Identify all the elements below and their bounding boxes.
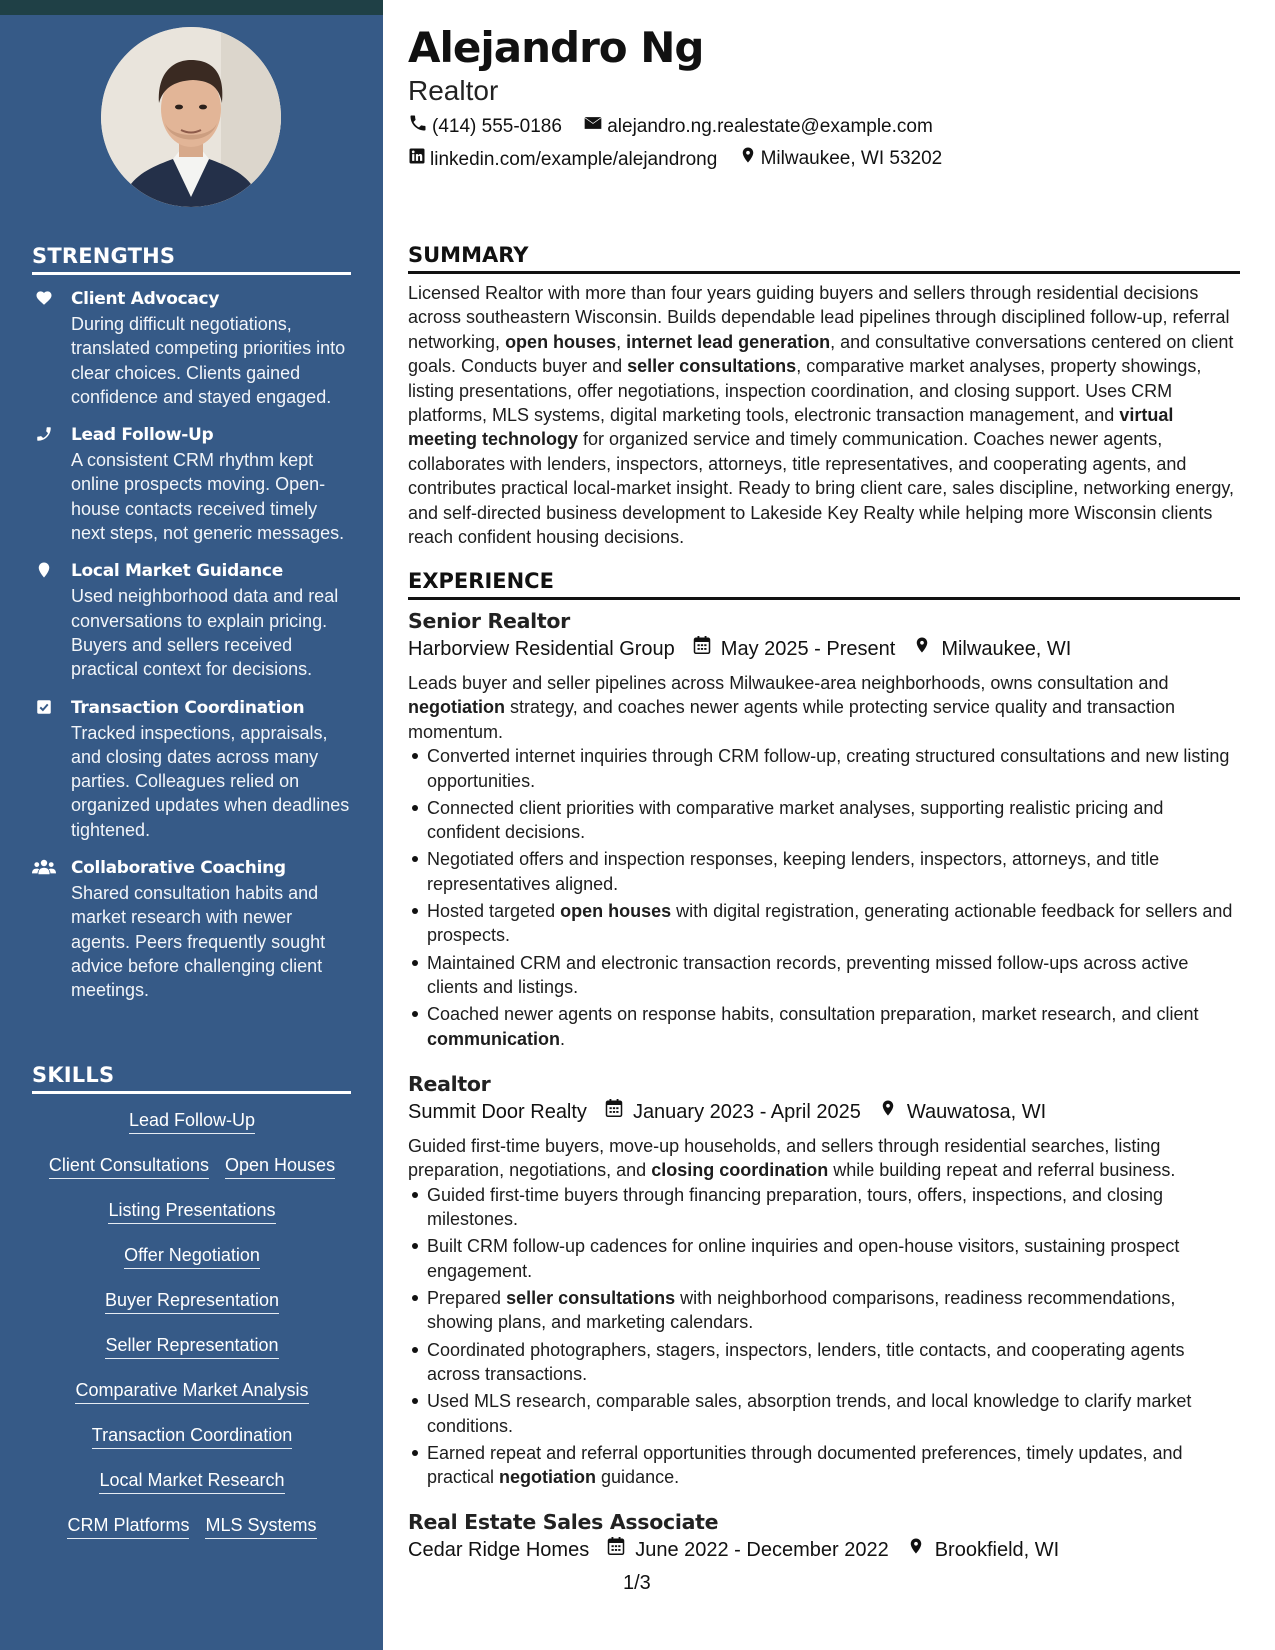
strength-title: Client Advocacy: [71, 289, 220, 309]
bullet-item: [427, 951, 1240, 1000]
experience-heading: EXPERIENCE: [408, 568, 1240, 600]
job-company: [408, 1098, 587, 1126]
bullet-text: with digital registration, generating actionable feedback for sellers and prospects.: [427, 901, 1233, 946]
skill-tag: Seller Representation: [105, 1333, 278, 1359]
job-company: [408, 635, 675, 663]
candidate-name: Alejandro Ng: [408, 23, 704, 72]
bullet-item: [427, 1234, 1240, 1283]
bullet-text: with neighborhood comparisons, readiness recommendations, showing plans, and marketing calendars.: [427, 1288, 1176, 1333]
bullet-text: Hosted targeted: [427, 901, 561, 922]
company-name: Summit Door Realty: [408, 1101, 587, 1123]
skill-tag: Client Consultations: [49, 1153, 209, 1179]
linkedin-icon: [408, 147, 430, 172]
phone-icon: [408, 113, 432, 140]
sidebar: [0, 0, 383, 1650]
bullet-text: Prepared: [427, 1288, 507, 1309]
bullet-item: [427, 1389, 1240, 1438]
map-pin-icon: [35, 561, 53, 579]
bullet-text: Maintained CRM and electronic transaction records, preventing missed follow-ups across active clients and listings.: [427, 952, 1189, 998]
date-range: May 2025 - Present: [720, 638, 896, 660]
strength-title: Transaction Coordination: [71, 697, 305, 718]
profile-photo: [101, 27, 281, 207]
page-number: 1/3: [623, 1572, 651, 1594]
skill-row: [32, 1333, 352, 1378]
job-location: [879, 1098, 1046, 1126]
map-pin-icon: [907, 1536, 935, 1564]
job-meta: [408, 1098, 1240, 1126]
summary-text: [408, 281, 1243, 549]
bullet-item: [427, 847, 1240, 896]
summary-text-part: ,: [616, 331, 627, 352]
job-bullets: [408, 1183, 1240, 1490]
skill-row: [32, 1378, 352, 1423]
strengths-list: [32, 287, 352, 1017]
calendar-icon: [605, 1098, 633, 1126]
email-address[interactable]: alejandro.ng.realestate@example.com: [607, 115, 933, 137]
calendar-icon: [693, 635, 721, 663]
job-dates: [693, 635, 896, 663]
location-text: Wauwatosa, WI: [906, 1101, 1047, 1123]
bullet-item: [427, 899, 1240, 948]
strength-description: Used neighborhood data and real conversations to explain pricing. Buyers and sellers received practical context for decisions.: [71, 586, 339, 680]
date-range: January 2023 - April 2025: [632, 1101, 861, 1123]
company-name: Harborview Residential Group: [408, 638, 675, 660]
phone-icon: [35, 425, 53, 443]
skill-row: [32, 1423, 352, 1468]
job-keyword: closing coordination: [651, 1160, 829, 1181]
location-text: Brookfield, WI: [934, 1539, 1060, 1561]
skill-tag: Offer Negotiation: [124, 1243, 260, 1269]
job-description-part: Leads buyer and seller pipelines across Milwaukee-area neighborhoods, owns consultation and: [408, 673, 1169, 693]
summary-keyword: open houses: [505, 331, 617, 352]
job-dates: [605, 1098, 861, 1126]
map-pin-icon: [913, 635, 941, 663]
bullet-text: Converted internet inquiries through CRM follow-up, creating structured consultations and new listing opportunities.: [427, 746, 1230, 791]
strength-description: A consistent CRM rhythm kept online prospects moving. Open-house contacts received timely next steps, not generic messages.: [71, 450, 345, 544]
strength-item: [32, 559, 352, 681]
job-description-part: Guided first-time buyers, move-up households, and sellers through residential searches, listing preparation, negotiations, and: [408, 1136, 1161, 1181]
job-description: [408, 1134, 1240, 1183]
bullet-text: Coordinated photographers, stagers, inspectors, lenders, title contacts, and cooperating agents across transactions.: [427, 1339, 1185, 1385]
skill-tag: Buyer Representation: [105, 1288, 279, 1314]
skill-tag: Lead Follow-Up: [129, 1108, 255, 1134]
bullet-text: Guided first-time buyers through financing preparation, tours, offers, inspections, and closing milestones.: [427, 1184, 1164, 1230]
bullet-text: Connected client priorities with comparative market analyses, supporting realistic pricing and confident decisions.: [427, 797, 1164, 843]
job-title: Realtor: [408, 1072, 491, 1096]
bullet-text: Used MLS research, comparable sales, absorption trends, and local knowledge to clarify market conditions.: [427, 1391, 1192, 1436]
strengths-heading: STRENGTHS: [32, 243, 351, 275]
map-pin-icon: [739, 145, 761, 172]
contact-location: [739, 145, 943, 172]
bullet-keyword: negotiation: [499, 1467, 597, 1488]
envelope-icon: [583, 113, 607, 140]
bullet-item: [427, 796, 1240, 845]
skill-row: [32, 1153, 352, 1198]
strength-title: Collaborative Coaching: [71, 858, 286, 879]
contact-phone: [408, 113, 562, 140]
job-meta: [408, 635, 1240, 663]
checkbox-icon: [35, 698, 53, 716]
contact-email[interactable]: [583, 113, 933, 140]
contact-line: [408, 113, 949, 140]
strength-description: Tracked inspections, appraisals, and closing dates across many parties. Colleagues relied on organized updates when deadlines tightened.: [71, 722, 350, 840]
bullet-item: [427, 1338, 1240, 1387]
skill-row: [32, 1468, 352, 1513]
skill-row: [32, 1108, 352, 1153]
job-dates: [607, 1536, 889, 1564]
job-entry: [408, 1508, 1240, 1564]
skill-tag: Listing Presentations: [108, 1198, 275, 1224]
strength-title: Local Market Guidance: [71, 561, 283, 582]
job-location: [913, 635, 1071, 663]
company-name: Cedar Ridge Homes: [408, 1539, 590, 1561]
map-pin-icon: [879, 1098, 907, 1126]
skill-tag: CRM Platforms: [67, 1513, 189, 1539]
location-text: Milwaukee, WI: [941, 638, 1072, 660]
strength-description: Shared consultation habits and market research with newer agents. Peers frequently sought advice before challenging client meetings.: [71, 883, 326, 1001]
bullet-text: Earned repeat and referral opportunities through documented preferences, timely updates, and practical: [427, 1442, 1183, 1488]
skill-row: [32, 1243, 352, 1288]
bullet-item: [427, 1286, 1240, 1335]
candidate-role: Realtor: [408, 75, 499, 106]
bullet-keyword: seller consultations: [506, 1288, 676, 1309]
sidebar-top-bar: [0, 0, 383, 15]
job-entry: [408, 1070, 1240, 1492]
heart-icon: [35, 289, 53, 307]
strength-item: [32, 696, 352, 842]
bullet-text: guidance.: [596, 1467, 680, 1488]
job-description-part: while building repeat and referral business.: [828, 1160, 1176, 1181]
skill-row: [32, 1513, 352, 1558]
bullet-item: [427, 1002, 1240, 1051]
contact-linkedin[interactable]: [408, 147, 717, 172]
skill-tag: Local Market Research: [99, 1468, 284, 1494]
bullet-keyword: communication: [427, 1028, 561, 1049]
job-bullets: [408, 744, 1240, 1051]
linkedin-url[interactable]: linkedin.com/example/alejandrong: [430, 148, 718, 170]
location-text: Milwaukee, WI 53202: [760, 147, 943, 169]
job-description: [408, 671, 1240, 744]
summary-text-part: Licensed Realtor with more than four years guiding buyers and sellers through residential decisions across southeastern Wisconsin. Builds dependable lead pipelines through disciplined follow-up, referral networking,: [408, 283, 1230, 352]
calendar-icon: [607, 1536, 635, 1564]
summary-keyword: virtual meeting technology: [408, 405, 1174, 450]
contact-line: [408, 145, 958, 172]
skill-tag: Open Houses: [225, 1153, 335, 1179]
summary-keyword: seller consultations: [627, 356, 797, 377]
bullet-text: Coached newer agents on response habits, consultation preparation, market research, and client: [427, 1004, 1199, 1025]
strength-description: During difficult negotiations, translated competing priorities into clear choices. Clients gained confidence and stayed engaged.: [71, 314, 346, 407]
group-icon: [32, 858, 56, 876]
bullet-text: .: [560, 1028, 566, 1049]
skill-tag: Comparative Market Analysis: [75, 1378, 308, 1404]
job-title: Real Estate Sales Associate: [408, 1510, 719, 1534]
bullet-keyword: open houses: [560, 901, 672, 922]
skill-row: [32, 1198, 352, 1243]
summary-text-part: for organized service and timely communication. Coaches newer agents, collaborates with lenders, inspectors, attorneys, title representatives, and cooperating agents, and contributes practical local-market insight. Ready to bring client care, sales discipline, networking energy, and self-directed business development to Lakeside Key Realty while helping more Wisconsin clients reach confident housing decisions.: [408, 429, 1235, 548]
bullet-text: Negotiated offers and inspection responses, keeping lenders, inspectors, attorneys, and title representatives aligned.: [427, 849, 1160, 894]
job-title: Senior Realtor: [408, 609, 570, 633]
date-range: June 2022 - December 2022: [635, 1539, 889, 1561]
strength-item: [32, 423, 352, 545]
skill-row: [32, 1288, 352, 1333]
bullet-item: [427, 1441, 1240, 1490]
summary-text-part: , comparative market analyses, property showings, listing presentations, offer negotiations, inspection coordination, and closing support. Uses CRM platforms, MLS systems, digital marketing tools, electronic transaction management, and: [408, 356, 1202, 426]
bullet-item: [427, 744, 1240, 793]
job-description-part: strategy, and coaches newer agents while protecting service quality and transaction momentum.: [408, 697, 1176, 742]
skills-heading: SKILLS: [32, 1062, 351, 1094]
summary-text-part: , and consultative conversations centered on client goals. Conducts buyer and: [408, 331, 1234, 377]
job-company: [408, 1536, 589, 1564]
bullet-text: Built CRM follow-up cadences for online inquiries and open-house visitors, sustaining prospect engagement.: [427, 1236, 1180, 1281]
strength-item: [32, 287, 352, 409]
job-entry: [408, 607, 1240, 1054]
summary-keyword: internet lead generation: [626, 331, 831, 352]
skills-list: [32, 1108, 352, 1558]
strength-title: Lead Follow-Up: [71, 425, 214, 446]
bullet-item: [427, 1183, 1240, 1232]
job-keyword: negotiation: [408, 697, 505, 718]
skill-tag: MLS Systems: [205, 1513, 316, 1539]
strength-item: [32, 856, 352, 1002]
job-meta: [408, 1536, 1240, 1564]
skill-tag: Transaction Coordination: [92, 1423, 292, 1449]
job-location: [907, 1536, 1059, 1564]
phone-number: (414) 555-0186: [432, 115, 562, 137]
summary-heading: SUMMARY: [408, 242, 1240, 274]
